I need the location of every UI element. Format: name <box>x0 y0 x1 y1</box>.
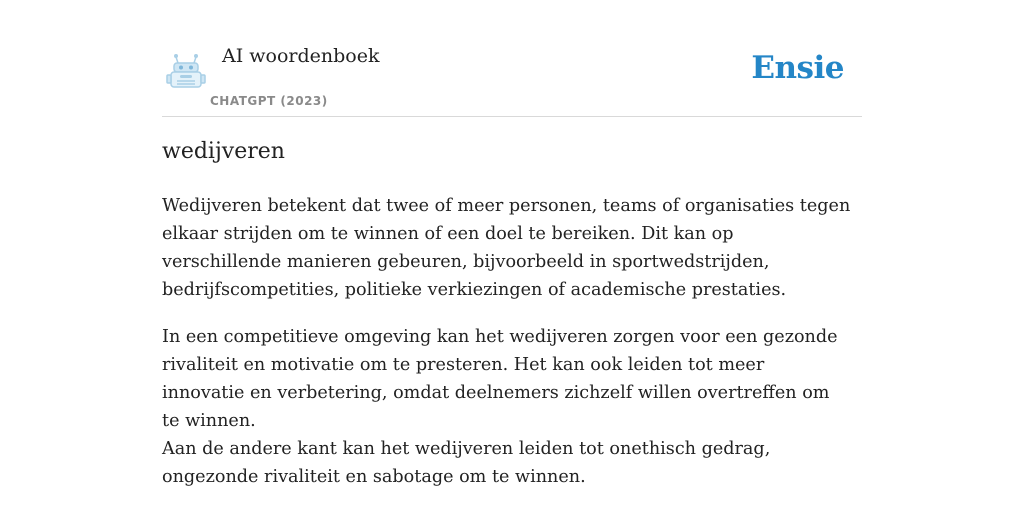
definition-paragraph: Aan de andere kant kan het wedijveren leiden tot onethisch gedrag, ongezonde rivaliteit en sabotage om te winnen. <box>162 439 771 487</box>
robot-icon <box>166 52 206 90</box>
source-title: AI woordenboek <box>222 45 380 67</box>
ensie-logo-link[interactable]: Ensie <box>751 50 844 86</box>
source-subtitle: CHATGPT (2023) <box>210 94 328 108</box>
entry-term: wedijveren <box>162 139 285 164</box>
source-header <box>162 0 862 117</box>
definition-paragraph: Wedijveren betekent dat twee of meer personen, teams of organisaties tegen elkaar strijden om te winnen of een doel te bereiken. Dit kan op verschillende manieren gebeuren, bijvoorbeeld in sportwedstrijden, bedrijfscompetities, politieke verkiezingen of academische prestaties. <box>162 196 851 300</box>
definition-paragraph: In een competitieve omgeving kan het wedijveren zorgen voor een gezonde rivaliteit en motivatie om te presteren. Het kan ook leiden tot meer innovatie en verbetering, omdat deelnemers zichzelf willen overtreffen om te winnen. <box>162 327 838 431</box>
